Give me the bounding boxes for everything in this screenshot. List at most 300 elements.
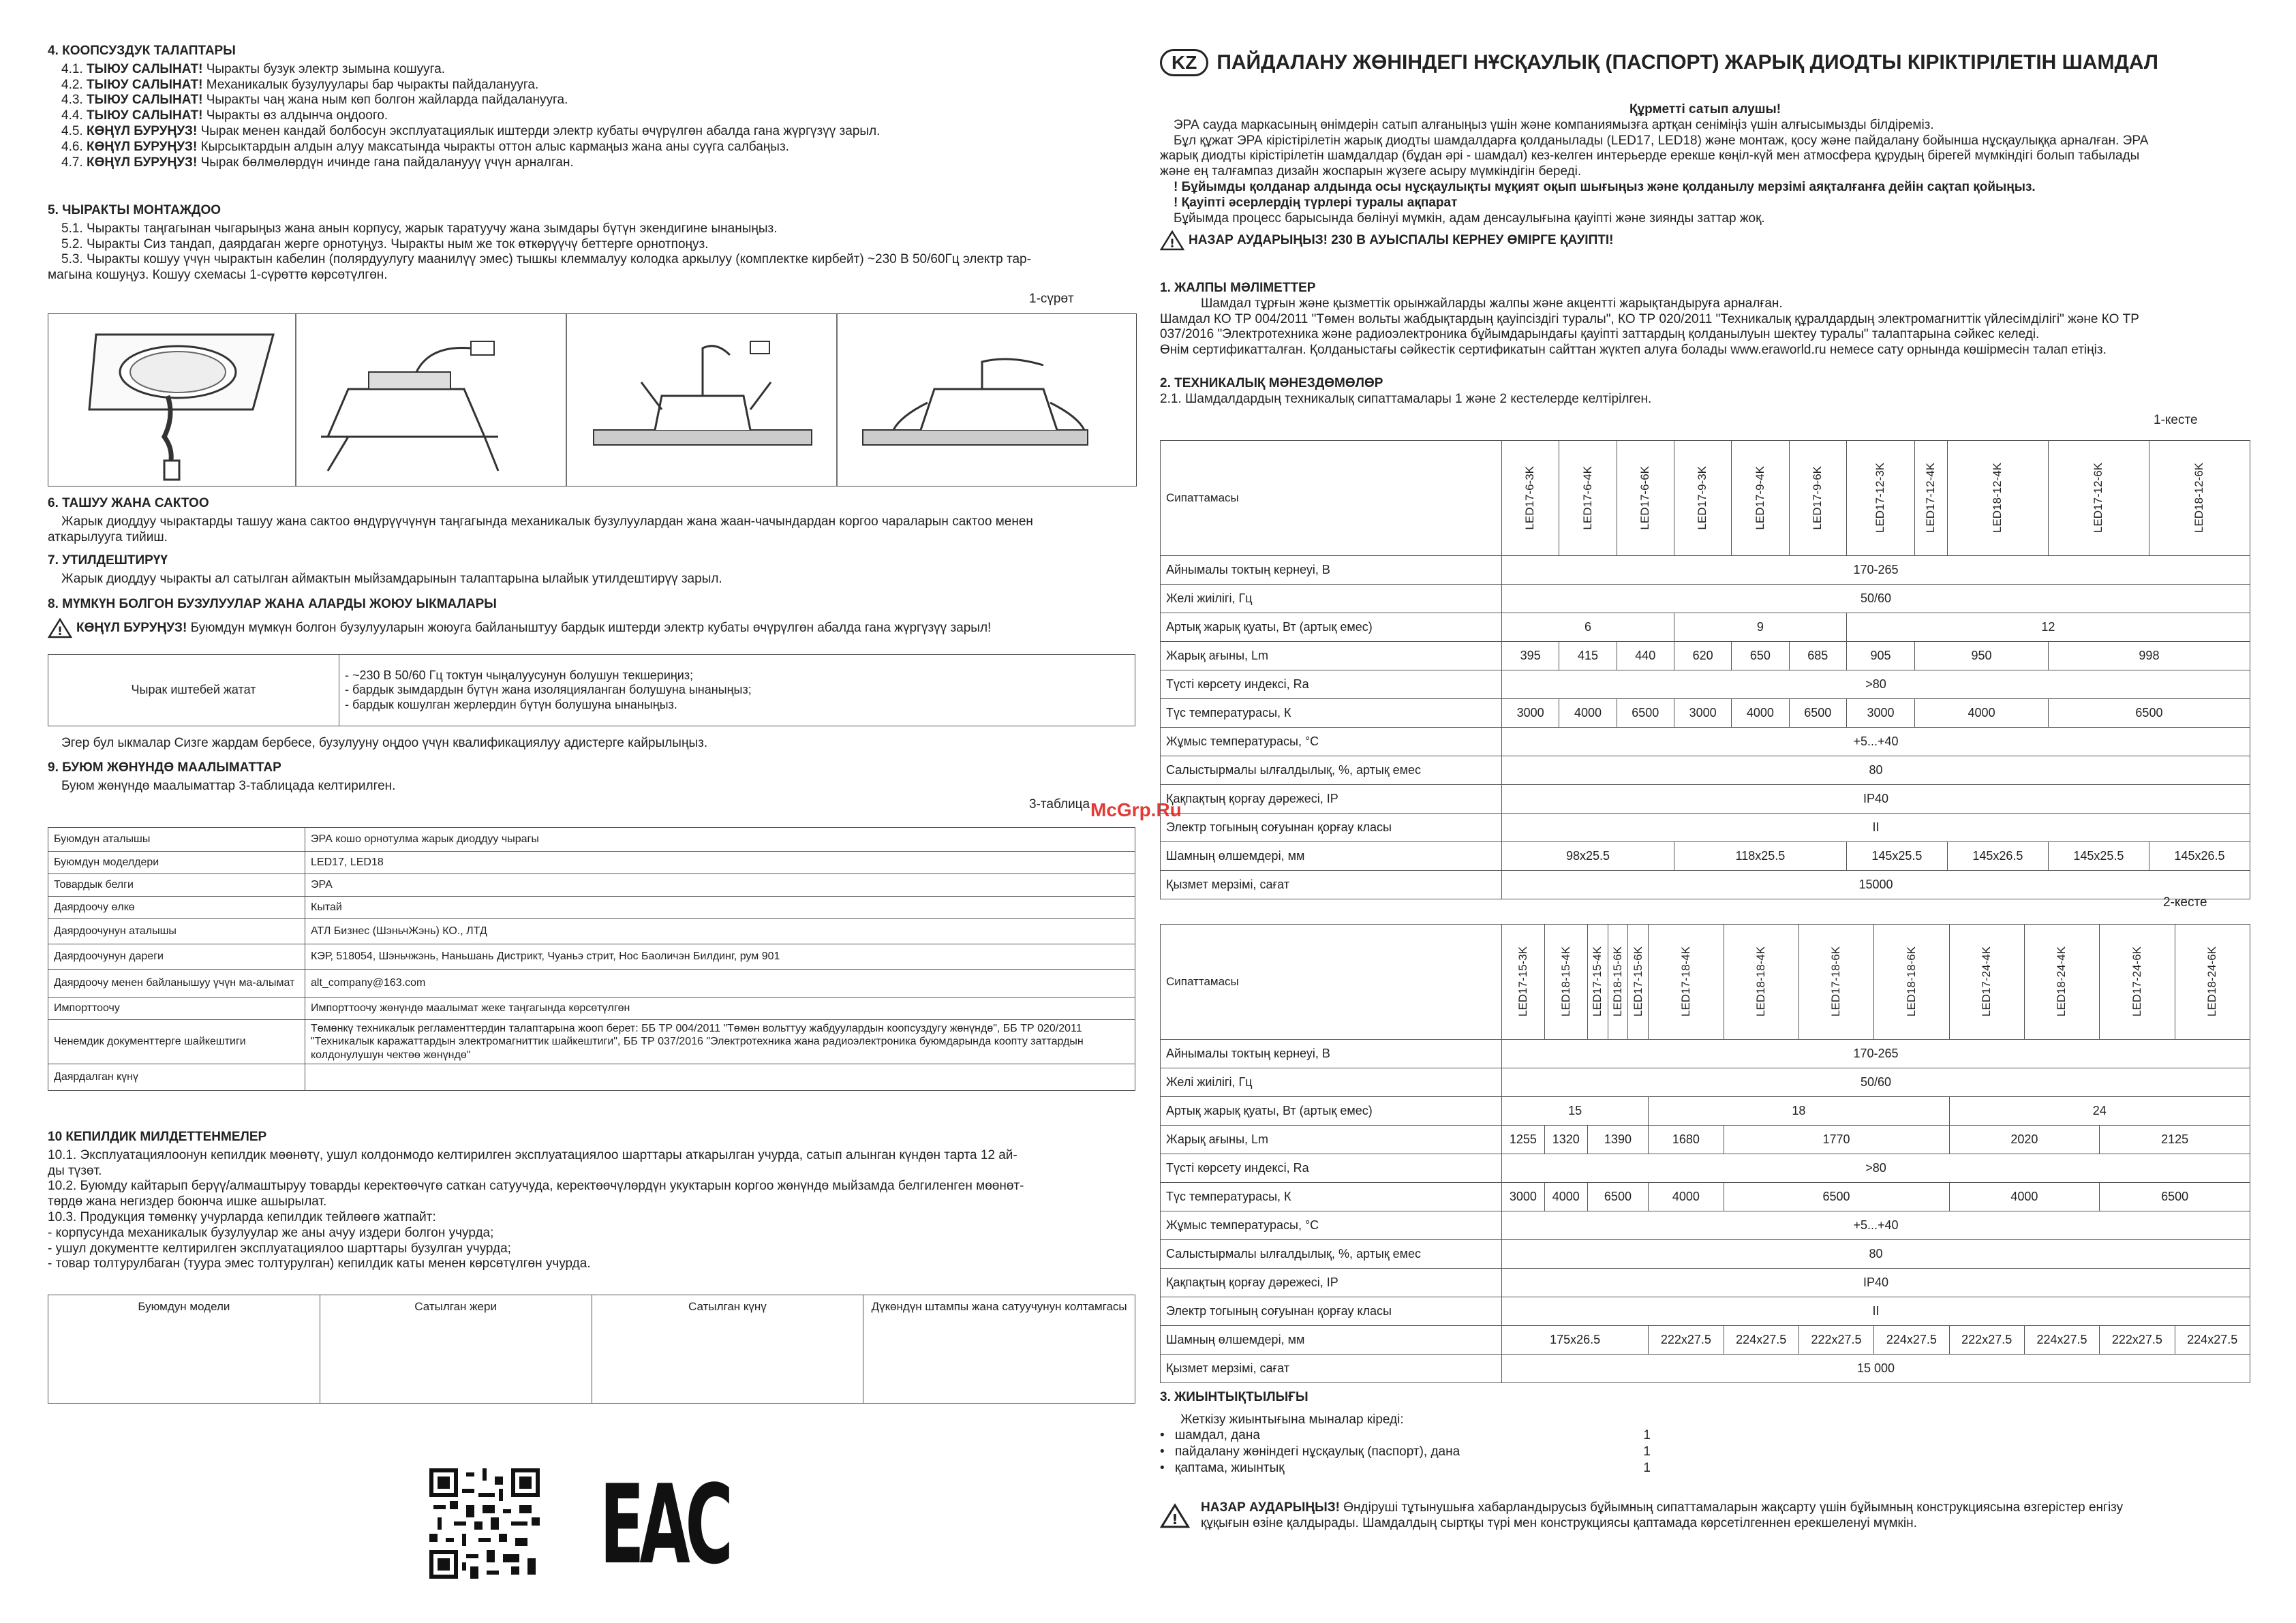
item-text: Чыракты бузук электр зымына кошууга. xyxy=(206,61,446,76)
table-row xyxy=(1161,1240,2250,1269)
table-row xyxy=(1161,585,2250,613)
figure-1-label: 1-сүрөт xyxy=(1029,292,1074,306)
model-name: LED17-12-4K xyxy=(1924,463,1938,534)
list-item xyxy=(61,155,1135,171)
info-value: АТЛ Бизнес (ШэньчЖэнь) КО., ЛТД xyxy=(305,919,1135,944)
spec-value: 15000 xyxy=(1502,871,2250,899)
model-header xyxy=(1502,441,1559,556)
section-8-warning-bold: КӨҢҮЛ БУРУҢУЗ! xyxy=(76,620,187,635)
warranty-head-3: Сатылган күнү xyxy=(592,1295,863,1319)
spec-label: Қызмет мерзімі, сағат xyxy=(1161,1355,1502,1383)
item-label: КӨҢҮЛ БУРУҢУЗ! xyxy=(86,123,198,138)
info-value: Төмөнкү техникалык регламенттердин талаптарына жооп берет: ББ ТР 004/2011 "Төмөн вольттуу жабдуулардын коопсуздугу жөнүндө", ББ ТР 020/2011 "Техникалык каражаттардын электромагниттик шайкештиги", ББ ТР 037/2016 "Электротехника жана радиоэлектроника буюмдарында коопту заттардын колдонулушун чектөө жөнүндө" xyxy=(305,1020,1135,1064)
spec-value: 6500 xyxy=(2100,1183,2250,1211)
section-6-line-1: Жарык диоддуу чырактарды ташуу жана сактоо өндүрүүчүнүн таңгагында механикалык бузулуулардан жана жаан-чачындардан коргоо чараларын сактоо менен xyxy=(61,514,1033,529)
table-3-label: 3-таблица xyxy=(1029,797,1090,812)
list-item xyxy=(1160,1461,1651,1477)
section-9-line-1: Буюм жөнүндө маалыматтар 3-таблицада келтирилген. xyxy=(61,778,396,793)
model-header xyxy=(1947,441,2048,556)
spec-label: Шамның өлшемдері, мм xyxy=(1161,1326,1502,1355)
section-10-line-1: 10.1. Эксплуатациялоонун кепилдик мөөнөтү, ушул колдонмодо келтирилген эксплуатациялоо шарттары аткарылган учурда, сатып алынган күндөн тарта 12 ай- xyxy=(48,1147,1017,1162)
model-name: LED18-15-6K xyxy=(1610,946,1624,1017)
table-row xyxy=(48,852,1135,874)
item-text: пайдалану жөніндегі нұсқаулық (паспорт), дана xyxy=(1175,1444,1460,1459)
warranty-head-1: Буюмдун модели xyxy=(48,1295,320,1319)
model-name: LED17-6-6K xyxy=(1638,466,1652,530)
table-row xyxy=(48,944,1135,970)
item-number: 4.2. xyxy=(61,77,83,92)
model-name: LED18-15-4K xyxy=(1559,946,1572,1017)
table-row xyxy=(48,874,1135,897)
section-6-line-2: аткарылууга тийиш. xyxy=(48,529,168,544)
intro-bold-2: ! Қауіпті әсерлердің түрлері туралы ақпарат xyxy=(1174,195,1458,210)
model-header xyxy=(2100,925,2175,1040)
table-row xyxy=(1161,613,2250,642)
info-key: Даярдоочу өлкө xyxy=(48,897,305,919)
lamp-installed-view xyxy=(863,359,1088,445)
table-row xyxy=(1161,1355,2250,1383)
model-header xyxy=(1608,925,1628,1040)
section-1 xyxy=(1160,281,2250,358)
spec-value: >80 xyxy=(1502,670,2250,699)
table-row xyxy=(48,655,1135,726)
fix-cell xyxy=(339,655,1135,726)
warranty-cell[interactable] xyxy=(320,1318,592,1404)
info-value: Кытай xyxy=(305,897,1135,919)
spec-value: 50/60 xyxy=(1502,1068,2250,1097)
spec-value: 6500 xyxy=(2048,699,2250,728)
list-item xyxy=(61,93,1135,108)
info-key: Даярдоочунун аталышы xyxy=(48,919,305,944)
section-5 xyxy=(48,203,1135,283)
header xyxy=(1160,49,2278,76)
model-name: LED17-9-4K xyxy=(1753,466,1766,530)
section-2 xyxy=(1160,376,2250,407)
spec-value: 1320 xyxy=(1544,1126,1587,1154)
spec-value: 222х27.5 xyxy=(2100,1326,2175,1355)
info-key: Даярдоочунун дареги xyxy=(48,944,305,970)
table-row xyxy=(1161,699,2250,728)
spec-value: 6 xyxy=(1502,613,1674,642)
item-number: 4.3. xyxy=(61,93,83,108)
item-text: шамдал, дана xyxy=(1175,1427,1260,1442)
spec-value: 1770 xyxy=(1724,1126,1949,1154)
section-8-warning-text: Буюмдун мүмкүн болгон бузулууларын жоюуга байланыштуу бардык иштерди электр кубаты өчүрүлгөн абалда гана жүргүзүү зарыл! xyxy=(190,620,992,635)
intro-line-2: Бұл құжат ЭРА кірістірілетін жарық диодты шамдалдарға қолданылады (LED17, LED18) және монтаж, қосу және пайдалану бойынша нұсқаулыққа арналған. ЭРА xyxy=(1174,133,2149,148)
table-row xyxy=(48,828,1135,852)
table-row xyxy=(48,970,1135,998)
spec-label: Салыстырмалы ылғалдылық, %, артық емес xyxy=(1161,756,1502,785)
spec-value: 620 xyxy=(1674,642,1731,670)
table-row xyxy=(1161,814,2250,842)
spec-label: Түс температурасы, К xyxy=(1161,699,1502,728)
model-name: LED18-18-6K xyxy=(1904,946,1918,1017)
section-8 xyxy=(48,597,1135,638)
spec-value: 222х27.5 xyxy=(1949,1326,2024,1355)
section-5-line-2: 5.2. Чыракты Сиз тандап, даярдаган жерге орнотуңуз. Чыракты ным же ток өткөрүүчү беттерге орнотпоңуз. xyxy=(61,236,709,251)
intro-line-1: ЭРА сауда маркасының өнімдерін сатып алғаныңыз үшін және компаниямызға артқан сеніміңіз үшін алғысымызды білдіреміз. xyxy=(1174,117,1934,132)
spec-value: 3000 xyxy=(1502,699,1559,728)
info-key: Даярдалган күнү xyxy=(48,1064,305,1091)
spec-value: 905 xyxy=(1846,642,1914,670)
installation-diagram xyxy=(48,314,1136,486)
table-row xyxy=(1161,556,2250,585)
spec-value: 6500 xyxy=(1617,699,1674,728)
bullet-icon: • xyxy=(1160,1444,1165,1459)
spec-value: 4000 xyxy=(1732,699,1789,728)
spec-value: 224х27.5 xyxy=(1874,1326,1949,1355)
spec-label: Жұмыс температурасы, °С xyxy=(1161,1211,1502,1240)
spec-value: 12 xyxy=(1846,613,2250,642)
section-3-list xyxy=(1160,1428,2250,1477)
table-row xyxy=(1161,1097,2250,1126)
spec-value: 6500 xyxy=(1789,699,1846,728)
spec-value: 4000 xyxy=(1915,699,2049,728)
spec-value: IP40 xyxy=(1502,785,2250,814)
model-header xyxy=(1915,441,1948,556)
section-9 xyxy=(48,760,1135,794)
section-3-title: 3. ЖИЫНТЫҚТЫЛЫҒЫ xyxy=(1160,1390,1308,1404)
figure-1 xyxy=(48,313,1137,486)
model-name: LED17-18-6K xyxy=(1829,946,1843,1017)
fix-line-3: - бардык кошулган жерлердин бүтүн болушуна ынаныңыз. xyxy=(345,697,677,711)
spec-value: 1255 xyxy=(1502,1126,1545,1154)
section-4-title: 4. КООПСУЗДУК ТАЛАПТАРЫ xyxy=(48,44,236,58)
intro-line-5: Бұйымда процесс барысында бөлінуі мүмкін, адам денсаулығына қауіпті және зиянды заттар жоқ. xyxy=(1174,211,1765,226)
spec-value: 145х26.5 xyxy=(2149,842,2250,871)
item-label: КӨҢҮЛ БУРУҢУЗ! xyxy=(86,155,198,170)
info-key: Товардык белги xyxy=(48,874,305,897)
info-key: Импорттоочу xyxy=(48,998,305,1020)
bottom-warning-bold: НАЗАР АУДАРЫҢЫЗ! xyxy=(1201,1500,1340,1515)
svg-text:!: ! xyxy=(1172,1511,1178,1528)
spec-value: 440 xyxy=(1617,642,1674,670)
spec-value: 80 xyxy=(1502,1240,2250,1269)
product-info-table xyxy=(48,827,1135,1091)
spec-value: IP40 xyxy=(1502,1269,2250,1297)
warranty-table xyxy=(48,1295,1135,1404)
spec-label: Салыстырмалы ылғалдылық, %, артық емес xyxy=(1161,1240,1502,1269)
section-1-title: 1. ЖАЛПЫ МӘЛІМЕТТЕР xyxy=(1160,281,1316,295)
spec-label: Артық жарық қуаты, Вт (артық емес) xyxy=(1161,1097,1502,1126)
spec-value: 118х25.5 xyxy=(1674,842,1846,871)
info-value xyxy=(305,1064,1135,1091)
section-5-title: 5. ЧЫРАКТЫ МОНТАЖДОО xyxy=(48,203,221,217)
table-row xyxy=(48,1318,1135,1404)
table-row xyxy=(48,1295,1135,1319)
spec-value: 395 xyxy=(1502,642,1559,670)
spec-value: 3000 xyxy=(1846,699,1914,728)
section-5-line-3: 5.3. Чыракты кошуу үчүн чырактын кабелин (полярдуулугу маанилүү эмес) тышкы клеммалуу колодка аркылуу (комплектке кирбейт) ~230 В 50/60Гц электр тар- xyxy=(61,252,1031,267)
fault-table xyxy=(48,654,1135,726)
table-row xyxy=(1161,1297,2250,1326)
spec-header: Сипаттамасы xyxy=(1161,925,1502,1040)
section-10-line-8: - товар толтурулбаган (туура эмес толтурулган) кепилдик каты менен көрсөтүлгөн учурда. xyxy=(48,1256,591,1271)
item-text: Чыракты өз алдынча оңдоого. xyxy=(206,108,388,123)
section-8-after: Эгер бул ыкмалар Сизге жардам бербесе, бузулууну оңдоо үчүн квалификациялуу адистерге кайрылыңыз. xyxy=(61,736,708,750)
model-name: LED18-12-4K xyxy=(1991,463,2004,534)
info-value: LED17, LED18 xyxy=(305,852,1135,874)
eac-logo: EAC xyxy=(600,1461,729,1588)
model-name: LED17-9-3K xyxy=(1696,466,1709,530)
warranty-head-2: Сатылган жери xyxy=(320,1295,592,1319)
section-7-title: 7. УТИЛДЕШТИРҮҮ xyxy=(48,553,168,568)
voltage-warning-text: НАЗАР АУДАРЫҢЫЗ! 230 В АУЫСПАЛЫ КЕРНЕУ ӨМІРГЕ ҚАУІПТІ! xyxy=(1189,233,1614,248)
spec-value: 4000 xyxy=(1544,1183,1587,1211)
fault-cell: Чырак иштебей жатат xyxy=(48,655,339,726)
bottom-warning xyxy=(1160,1500,2250,1532)
section-5-line-4: магына кошуңуз. Кошуу схемасы 1-сүрөттө көрсөтүлгөн. xyxy=(48,268,388,283)
spec-label: Айнымалы токтың кернеуі, В xyxy=(1161,1040,1502,1068)
spec-value: 224х27.5 xyxy=(2024,1326,2099,1355)
model-name: LED18-24-4K xyxy=(2055,946,2068,1017)
item-text: Кырсыктардын алдын алуу максатында чыракты оттон алыс кармаңыз жана аны суүга салбаңыз. xyxy=(200,139,789,154)
table-row xyxy=(48,1020,1135,1064)
list-item xyxy=(1160,1444,1651,1461)
table-row xyxy=(48,919,1135,944)
item-text: Чыракты чаң жана ным көп болгон жайларда пайдаланууга. xyxy=(206,93,568,108)
spec-value: 145х25.5 xyxy=(2048,842,2149,871)
spec-value: 15 xyxy=(1502,1097,1649,1126)
spec-label: Айнымалы токтың кернеуі, В xyxy=(1161,556,1502,585)
intro-bold-1: ! Бұйымды қолданар алдында осы нұсқаулықты мұқият оқып шығыңыз және қолданылу мерзімі аяқталғанға дейін сақтап қойыңыз. xyxy=(1174,179,2036,194)
model-header xyxy=(1649,925,1724,1040)
spec-value: 145х25.5 xyxy=(1846,842,1947,871)
item-number: 4.7. xyxy=(61,155,83,170)
spec-value: 224х27.5 xyxy=(2175,1326,2250,1355)
model-header xyxy=(1544,925,1587,1040)
spec-value: 4000 xyxy=(1949,1183,2100,1211)
spec-value: 685 xyxy=(1789,642,1846,670)
model-name: LED18-24-6K xyxy=(2205,946,2219,1017)
spec-value: 145х26.5 xyxy=(1947,842,2048,871)
spec-value: 998 xyxy=(2048,642,2250,670)
model-header xyxy=(1874,925,1949,1040)
spec-value: 98х25.5 xyxy=(1502,842,1674,871)
table-row xyxy=(1161,728,2250,756)
bullet-icon: • xyxy=(1160,1460,1165,1475)
spec-value: 175х26.5 xyxy=(1502,1326,1649,1355)
section-7-line-1: Жарык диоддуу чыракты ал сатылган аймактын мыйзамдарынын талаптарына ылайык утилдештирүү зарыл. xyxy=(61,571,722,586)
fix-line-1: - ~230 В 50/60 Гц токтун чыңалуусунун болушун текшериңиз; xyxy=(345,668,694,682)
spec-label: Қақпақтың қорғау дәрежесі, IP xyxy=(1161,1269,1502,1297)
list-item xyxy=(1160,1428,1651,1444)
spec-value: 1680 xyxy=(1649,1126,1724,1154)
spec-value: II xyxy=(1502,814,2250,842)
model-name: LED17-15-4K xyxy=(1590,946,1604,1017)
item-number: 4.6. xyxy=(61,139,83,154)
spec-table-2 xyxy=(1160,924,2250,1383)
spec-label: Желі жиілігі, Гц xyxy=(1161,1068,1502,1097)
table-row xyxy=(1161,670,2250,699)
item-label: ТЫЮУ САЛЫНАТ! xyxy=(86,61,203,76)
info-value: Импорттоочу жөнүндө маалымат жеке таңгагында көрсөтүлгөн xyxy=(305,998,1135,1020)
model-name: LED17-12-6K xyxy=(2092,463,2105,534)
bottom-warning-line-2: құқығын өзіне қалдырады. Шамдалдың сыртқы түрі мен конструкциясы қаптамада көрсетілгеннен ерекшеленуі мүмкін. xyxy=(1201,1515,1917,1530)
spec-label: Желі жиілігі, Гц xyxy=(1161,585,1502,613)
spec-value: 3000 xyxy=(1674,699,1731,728)
model-header xyxy=(1674,441,1731,556)
warning-triangle-icon xyxy=(1160,230,1184,251)
spec-value: 950 xyxy=(1915,642,2049,670)
section-10-line-5: 10.3. Продукция төмөнкү учурларда кепилдик тейлөөгө жатпайт: xyxy=(48,1209,436,1224)
section-1-line-4: Өнім сертификатталған. Қолданыстағы сәйкестік сертификатын сайттан жүктеп алуға болады www.eraworld.ru немесе сату орнында көшірмесін талап етіңіз. xyxy=(1160,343,2107,358)
lamp-top-view xyxy=(89,335,273,480)
page-title: ПАЙДАЛАНУ ЖӨНІНДЕГІ НҰСҚАУЛЫҚ (ПАСПОРТ) ЖАРЫҚ ДИОДТЫ КІРІКТІРІЛЕТІН ШАМДАЛ xyxy=(1216,50,2158,74)
spec-label: Жұмыс температурасы, °С xyxy=(1161,728,1502,756)
spec-label: Түсті көрсету индексі, Ra xyxy=(1161,670,1502,699)
spec-label: Түсті көрсету индексі, Ra xyxy=(1161,1154,1502,1183)
table-row xyxy=(1161,842,2250,871)
spec-label: Электр тогының соғуынан қорғау класы xyxy=(1161,814,1502,842)
info-key: Буюмдун аталышы xyxy=(48,828,305,852)
spec-value: 15 000 xyxy=(1502,1355,2250,1383)
spec-label: Түс температурасы, К xyxy=(1161,1183,1502,1211)
section-1-line-3: 037/2016 "Электротехника және радиоэлектроника бұйымдарындағы қауіпті заттардың қолданылуын шектеу туралы" талаптарына сәйкес келеді. xyxy=(1160,327,2040,342)
info-value: ЭРА кошо орнотулма жарык диоддуу чырагы xyxy=(305,828,1135,852)
model-header xyxy=(1628,925,1649,1040)
spec-value: 6500 xyxy=(1587,1183,1649,1211)
model-header xyxy=(1617,441,1674,556)
section-4 xyxy=(48,44,1135,170)
intro xyxy=(1160,102,2250,251)
section-10-line-7: - ушул документте келтирилген эксплуатациялоо шарттары бузулган учурда; xyxy=(48,1241,511,1256)
model-name: LED17-12-3K xyxy=(1873,463,1887,534)
table-row xyxy=(1161,1183,2250,1211)
section-8-title: 8. МҮМКҮН БОЛГОН БУЗУЛУУЛАР ЖАНА АЛАРДЫ ЖОЮУ ЫКМАЛАРЫ xyxy=(48,597,497,611)
spec-value: 3000 xyxy=(1502,1183,1545,1211)
spec-value: +5...+40 xyxy=(1502,728,2250,756)
warranty-cell[interactable] xyxy=(863,1318,1135,1404)
spec-value: >80 xyxy=(1502,1154,2250,1183)
table-row xyxy=(1161,1068,2250,1097)
kz-badge: KZ xyxy=(1160,49,1208,76)
info-value: КЭР, 518054, Шэньчжэнь, Наньшань Дистрикт, Чуаньэ стрит, Нос Баоличэн Билдинг, рум 901 xyxy=(305,944,1135,970)
model-header xyxy=(2048,441,2149,556)
warranty-cell[interactable] xyxy=(48,1318,320,1404)
list-item xyxy=(61,140,1135,155)
lamp-insertion-view xyxy=(594,341,812,445)
greeting: Құрметті сатып алушы! xyxy=(1629,102,1781,117)
section-5-line-1: 5.1. Чыракты таңгагынан чыгарыңыз жана анын корпусу, жарык таратуучу жана зымдары бүтүн экендигине ынаныңыз. xyxy=(61,221,778,236)
model-name: LED18-12-6K xyxy=(2192,463,2206,534)
list-item xyxy=(61,78,1135,93)
model-header xyxy=(1789,441,1846,556)
table-row xyxy=(1161,871,2250,899)
model-name: LED17-9-6K xyxy=(1811,466,1824,530)
section-8-warning xyxy=(48,618,1135,638)
spec-value: 9 xyxy=(1674,613,1846,642)
list-item xyxy=(61,62,1135,78)
spec-label: Электр тогының соғуынан қорғау класы xyxy=(1161,1297,1502,1326)
section-10 xyxy=(48,1130,1135,1272)
spec-value: 224х27.5 xyxy=(1724,1326,1798,1355)
model-header xyxy=(1949,925,2024,1040)
section-10-title: 10 КЕПИЛДИК МИЛДЕТТЕНМЕЛЕР xyxy=(48,1130,267,1144)
model-header xyxy=(1846,441,1914,556)
item-count: 1 xyxy=(1643,1444,1651,1459)
voltage-warning xyxy=(1160,230,2250,251)
info-key: Буюмдун моделдери xyxy=(48,852,305,874)
intro-line-4: және ең талғампаз дизайн жоспарын жүзеге асыру мүмкіндігін береді. xyxy=(1160,164,1582,179)
svg-text:!: ! xyxy=(1169,237,1175,251)
item-number: 4.4. xyxy=(61,108,83,123)
section-7 xyxy=(48,553,1135,587)
warning-triangle-icon xyxy=(1160,1503,1190,1529)
spec-value: 222х27.5 xyxy=(1798,1326,1873,1355)
model-name: LED17-15-6K xyxy=(1631,946,1644,1017)
model-header xyxy=(1798,925,1873,1040)
spec-value: 170-265 xyxy=(1502,556,2250,585)
item-text: қаптама, жиынтық xyxy=(1175,1460,1285,1475)
item-label: КӨҢҮЛ БУРУҢУЗ! xyxy=(86,139,198,154)
spec-value: +5...+40 xyxy=(1502,1211,2250,1240)
bottom-warning-line-1: Өндіруші тұтынушыға хабарландырусыз бұйымның сипаттамаларын жақсарту үшін бұйымның конструкциясына өзгерістер енгізу xyxy=(1343,1500,2124,1515)
table-row xyxy=(1161,756,2250,785)
warranty-head-4: Дүкөндүн штампы жана сатуучунун колтамгасы xyxy=(863,1295,1135,1319)
model-header xyxy=(1724,925,1798,1040)
info-key: Ченемдик документтерге шайкештиги xyxy=(48,1020,305,1064)
spec-value: 1390 xyxy=(1587,1126,1649,1154)
section-1-line-1: Шамдал тұрғын және қызметтік орынжайларды жалпы және акцентті жарықтандыруға арналған. xyxy=(1201,296,1783,311)
list-item xyxy=(61,108,1135,124)
table-row xyxy=(1161,1126,2250,1154)
section-2-title: 2. ТЕХНИКАЛЫҚ МӘНЕЗДӨМӨЛӨР xyxy=(1160,376,1383,390)
model-header xyxy=(1502,925,1545,1040)
model-name: LED17-6-4K xyxy=(1580,466,1594,530)
section-10-line-4: төрдө жана негиздер боюнча ишке ашырылат. xyxy=(48,1194,327,1209)
table-row xyxy=(1161,925,2250,1040)
table-row xyxy=(48,998,1135,1020)
spec-value: 2125 xyxy=(2100,1126,2250,1154)
spec-value: II xyxy=(1502,1297,2250,1326)
spec-value: 24 xyxy=(1949,1097,2250,1126)
svg-text:!: ! xyxy=(57,624,63,638)
table-row xyxy=(48,1064,1135,1091)
model-header xyxy=(2149,441,2250,556)
table-row xyxy=(1161,441,2250,556)
item-number: 4.5. xyxy=(61,123,83,138)
section-3-line-1: Жеткізу жиынтығына мыналар кіреді: xyxy=(1180,1412,1404,1427)
model-name: LED17-24-6K xyxy=(2130,946,2143,1017)
section-10-line-2: ды түзөт. xyxy=(48,1163,102,1178)
lamp-side-view xyxy=(321,341,498,471)
spec-label: Жарық ағыны, Lm xyxy=(1161,642,1502,670)
item-text: Чырак бөлмөлөрдүн ичинде гана пайдаланууү үчүн арналган. xyxy=(200,155,574,170)
table-row xyxy=(1161,1211,2250,1240)
warning-triangle-icon xyxy=(48,618,72,638)
section-3 xyxy=(1160,1390,2250,1477)
section-6-title: 6. ТАШУУ ЖАНА САКТОО xyxy=(48,496,209,510)
model-header xyxy=(1587,925,1608,1040)
table-row xyxy=(1161,1326,2250,1355)
spec-value: 80 xyxy=(1502,756,2250,785)
model-header xyxy=(1559,441,1617,556)
spec-label: Жарық ағыны, Lm xyxy=(1161,1126,1502,1154)
spec-value: 2020 xyxy=(1949,1126,2100,1154)
table-row xyxy=(1161,1040,2250,1068)
spec-value: 6500 xyxy=(1724,1183,1949,1211)
spec-header: Сипаттамасы xyxy=(1161,441,1502,556)
model-name: LED18-18-4K xyxy=(1754,946,1768,1017)
section-10-line-6: - корпусунда механикалык бузулуулар же аны ачуу издери болгон учурда; xyxy=(48,1225,494,1240)
warranty-cell[interactable] xyxy=(592,1318,863,1404)
model-header xyxy=(2024,925,2099,1040)
spec-table-1 xyxy=(1160,440,2250,899)
model-header xyxy=(1732,441,1789,556)
item-number: 4.1. xyxy=(61,61,83,76)
table-row xyxy=(1161,785,2250,814)
